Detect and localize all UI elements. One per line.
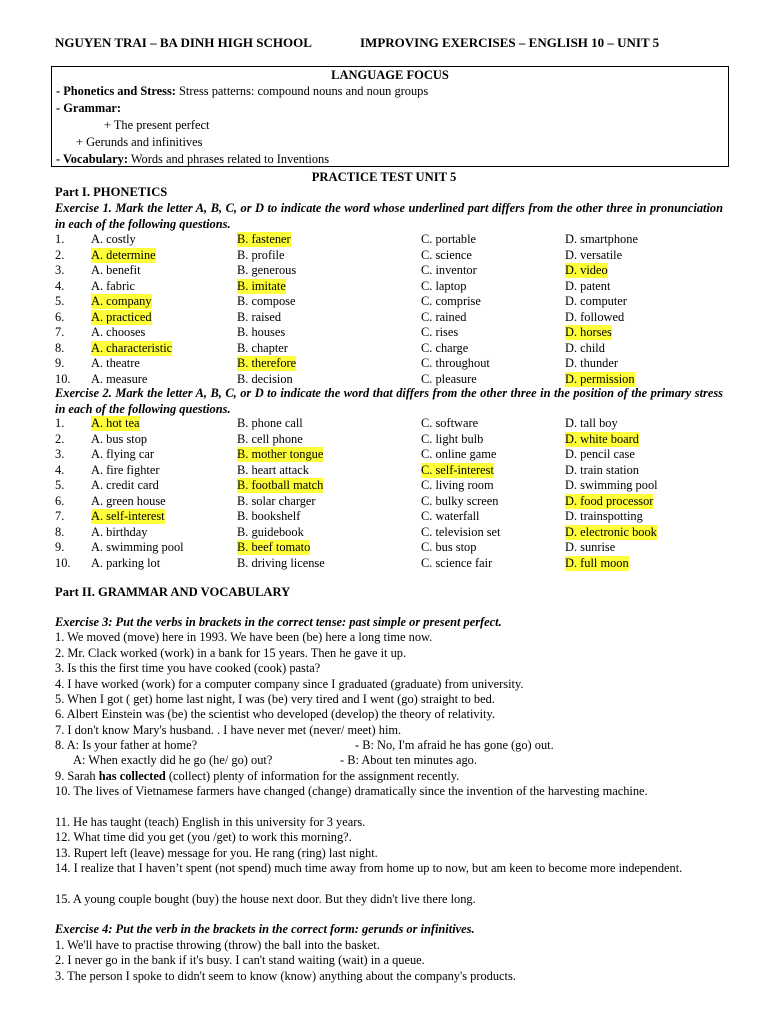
question-number: 1. xyxy=(55,416,65,430)
option-c: C. rained xyxy=(421,309,467,324)
question-number: 3. xyxy=(55,263,65,277)
ex1-question-row xyxy=(55,263,735,278)
option-c: C. charge xyxy=(421,340,469,355)
option-d: D. computer xyxy=(565,294,627,308)
exercise1-instruction: Exercise 1. Mark the letter A, B, C, or D to indicate the word whose underlined part differs from the other three in pronunciation in each of the following questions. xyxy=(55,201,723,231)
ex2-question-row xyxy=(55,447,735,462)
exercise3-instruction: Exercise 3: Put the verbs in brackets in the correct tense: past simple or present perfect. xyxy=(55,615,502,629)
ex1-question-row xyxy=(55,279,735,294)
question-number: 4. xyxy=(55,462,65,477)
ex2-question-row xyxy=(55,509,735,524)
vocabulary-line xyxy=(56,151,724,168)
option-d: D. food processor xyxy=(565,493,654,508)
ex1-question-row xyxy=(55,294,735,309)
document-title: IMPROVING EXERCISES – ENGLISH 10 – UNIT 5 xyxy=(360,35,660,50)
question-number: 10. xyxy=(55,555,71,570)
ex3-line-3: 3. Is this the first time you have cooked (cook) pasta? xyxy=(55,661,321,675)
option-b: B. raised xyxy=(237,309,282,324)
option-b: B. houses xyxy=(237,325,286,339)
grammar-line xyxy=(56,100,724,117)
grammar-label: - Grammar: xyxy=(56,101,122,115)
option-a: A. green house xyxy=(91,493,166,508)
option-a: A. bus stop xyxy=(91,431,148,446)
option-a: A. determine xyxy=(91,247,156,262)
question-number: 9. xyxy=(55,356,65,370)
option-b: B. bookshelf xyxy=(237,509,301,523)
phonetics-text: Stress patterns: compound nouns and noun groups xyxy=(175,84,429,98)
option-c: C. television set xyxy=(421,524,501,539)
ex3-9-end: (collect) plenty of information for the assignment recently. xyxy=(165,769,460,783)
option-a: A. practiced xyxy=(91,309,152,324)
option-a: A. hot tea xyxy=(91,416,140,430)
ex3-9-answer: has collected xyxy=(98,769,166,783)
ex1-question-row xyxy=(55,356,735,371)
option-c: C. portable xyxy=(421,232,477,246)
question-number: 3. xyxy=(55,447,65,461)
option-c: C. inventor xyxy=(421,263,477,277)
ex2-question-row xyxy=(55,556,735,571)
option-a: A. benefit xyxy=(91,263,141,277)
ex2-question-row xyxy=(55,478,735,493)
question-number: 2. xyxy=(55,247,65,262)
option-c: C. online game xyxy=(421,447,497,461)
option-d: D. thunder xyxy=(565,356,618,370)
ex3-8-question-a2: A: When exactly did he go (he/ go) out? xyxy=(73,753,273,767)
ex3-line-5: 5. When I got ( get) home last night, I was (be) very tired and I went (go) straight to bed. xyxy=(55,692,495,706)
question-number: 8. xyxy=(55,524,65,539)
option-a: A. credit card xyxy=(91,478,159,492)
ex3-line-13: 13. Rupert left (leave) message for you. He rang (ring) last night. xyxy=(55,846,378,860)
option-a: A. swimming pool xyxy=(91,540,184,554)
option-c: C. software xyxy=(421,416,479,430)
ex4-line-3: 3. The person I spoke to didn't seem to know (know) anything about the company's products. xyxy=(55,969,516,983)
option-c: C. comprise xyxy=(421,294,481,308)
option-d: D. swimming pool xyxy=(565,478,658,492)
language-focus-title: LANGUAGE FOCUS xyxy=(331,68,449,82)
option-d: D. versatile xyxy=(565,247,623,262)
option-b: B. compose xyxy=(237,294,296,308)
ex3-line-1: 1. We moved (move) here in 1993. We have been (be) here a long time now. xyxy=(55,630,433,644)
option-a: A. fabric xyxy=(91,278,136,293)
option-d: D. video xyxy=(565,263,608,277)
option-b: B. beef tomato xyxy=(237,540,311,554)
option-a: A. self-interest xyxy=(91,509,165,523)
option-c: C. light bulb xyxy=(421,431,484,446)
option-d: D. pencil case xyxy=(565,447,635,461)
option-a: A. chooses xyxy=(91,325,146,339)
option-b: B. profile xyxy=(237,247,285,262)
page-header xyxy=(55,35,745,51)
option-a: A. fire fighter xyxy=(91,462,160,477)
option-b: B. therefore xyxy=(237,356,297,370)
option-d: D. electronic book xyxy=(565,524,657,539)
option-c: C. throughout xyxy=(421,356,490,370)
ex2-question-row xyxy=(55,494,735,509)
option-b: B. imitate xyxy=(237,278,286,293)
vocabulary-label: - Vocabulary: xyxy=(56,152,128,166)
option-c: C. pleasure xyxy=(421,371,477,386)
ex4-line-2: 2. I never go in the bank if it's busy. I can't stand waiting (wait) in a queue. xyxy=(55,953,425,967)
option-c: C. rises xyxy=(421,325,459,339)
ex3-line-8 xyxy=(55,738,723,753)
option-b: B. cell phone xyxy=(237,431,303,446)
question-number: 4. xyxy=(55,278,65,293)
option-b: B. guidebook xyxy=(237,524,304,539)
option-d: D. patent xyxy=(565,278,611,293)
option-d: D. followed xyxy=(565,309,625,324)
question-number: 9. xyxy=(55,540,65,554)
question-number: 6. xyxy=(55,309,65,324)
grammar-item-1: + The present perfect xyxy=(104,118,210,132)
option-b: B. mother tongue xyxy=(237,447,324,461)
question-number: 10. xyxy=(55,371,71,386)
grammar-item-2: + Gerunds and infinitives xyxy=(76,135,203,149)
ex3-line-2: 2. Mr. Clack worked (work) in a bank for 15 years. Then he gave it up. xyxy=(55,646,407,660)
ex4-line-1: 1. We'll have to practise throwing (throw) the ball into the basket. xyxy=(55,938,380,952)
option-c: C. science fair xyxy=(421,555,493,570)
question-number: 7. xyxy=(55,509,65,523)
ex2-question-row xyxy=(55,416,735,431)
part1-title: Part I. PHONETICS xyxy=(55,185,168,199)
option-c: C. bulky screen xyxy=(421,493,499,508)
ex3-line-14: 14. I realize that I haven’t spent (not spend) much time away from home up to now, but am keen to become more independent. xyxy=(55,861,683,875)
option-b: B. chapter xyxy=(237,340,288,355)
question-number: 7. xyxy=(55,325,65,339)
language-focus-box xyxy=(51,66,729,167)
ex2-question-row xyxy=(55,540,735,555)
ex2-question-row xyxy=(55,463,735,478)
ex3-line-8-cont xyxy=(55,753,723,768)
option-c: C. waterfall xyxy=(421,509,480,523)
option-b: B. generous xyxy=(237,263,297,277)
option-b: B. decision xyxy=(237,371,293,386)
phonetics-line xyxy=(56,83,724,100)
ex1-question-row xyxy=(55,232,735,247)
ex2-question-row xyxy=(55,525,735,540)
option-b: B. phone call xyxy=(237,416,303,430)
part2-title: Part II. GRAMMAR AND VOCABULARY xyxy=(55,585,291,599)
option-c: C. self-interest xyxy=(421,462,494,477)
option-d: D. trainspotting xyxy=(565,509,643,523)
option-d: D. full moon xyxy=(565,555,629,570)
option-a: A. flying car xyxy=(91,447,154,461)
practice-test-title: PRACTICE TEST UNIT 5 xyxy=(311,170,457,184)
option-a: A. company xyxy=(91,294,152,308)
ex3-8-question-a: 8. A: Is your father at home? xyxy=(55,738,198,752)
option-a: A. parking lot xyxy=(91,555,161,570)
question-number: 1. xyxy=(55,232,65,246)
ex3-line-9 xyxy=(55,769,723,784)
ex1-question-row xyxy=(55,341,735,356)
exercise2-instruction: Exercise 2. Mark the letter A, B, C, or D to indicate the word that differs from the other three in the position of the primary stress in each of the following questions. xyxy=(55,386,723,416)
option-a: A. costly xyxy=(91,232,136,246)
ex1-question-row xyxy=(55,325,735,340)
ex3-line-12: 12. What time did you get (you /get) to work this morning?. xyxy=(55,830,352,844)
option-d: D. white board xyxy=(565,431,639,446)
exercise4-instruction: Exercise 4: Put the verb in the brackets in the correct form: gerunds or infinitives. xyxy=(55,922,475,936)
phonetics-label: - Phonetics and Stress: xyxy=(56,84,176,98)
ex3-line-10: 10. The lives of Vietnamese farmers have changed (change) dramatically since the invention of the harvesting machine. xyxy=(55,784,648,798)
option-b: B. football match xyxy=(237,478,324,492)
ex1-question-row xyxy=(55,372,735,387)
option-b: B. solar charger xyxy=(237,493,316,508)
question-number: 2. xyxy=(55,431,65,446)
ex1-question-row xyxy=(55,248,735,263)
option-a: A. measure xyxy=(91,371,148,386)
ex3-line-4: 4. I have worked (work) for a computer company since I graduated (graduate) from university. xyxy=(55,677,524,691)
question-number: 6. xyxy=(55,493,65,508)
question-number: 5. xyxy=(55,478,65,492)
option-c: C. science xyxy=(421,247,472,262)
option-a: A. birthday xyxy=(91,524,148,539)
ex3-9-start: 9. Sarah xyxy=(55,769,99,783)
option-c: C. living room xyxy=(421,478,494,492)
option-c: C. laptop xyxy=(421,278,467,293)
question-number: 5. xyxy=(55,294,65,308)
ex3-line-11: 11. He has taught (teach) English in this university for 3 years. xyxy=(55,815,366,829)
option-d: D. sunrise xyxy=(565,540,616,554)
option-b: B. fastener xyxy=(237,232,291,246)
question-number: 8. xyxy=(55,340,65,355)
ex3-8-answer-b: - B: No, I'm afraid he has gone (go) out. xyxy=(355,738,554,752)
option-a: A. theatre xyxy=(91,356,140,370)
ex1-question-row xyxy=(55,310,735,325)
vocabulary-text: Words and phrases related to Inventions xyxy=(127,152,330,166)
option-d: D. train station xyxy=(565,462,639,477)
option-d: D. horses xyxy=(565,325,612,339)
option-b: B. heart attack xyxy=(237,462,309,477)
option-b: B. driving license xyxy=(237,555,325,570)
option-d: D. child xyxy=(565,340,605,355)
option-a: A. characteristic xyxy=(91,340,173,355)
option-d: D. smartphone xyxy=(565,232,638,246)
ex3-line-6: 6. Albert Einstein was (be) the scientist who developed (develop) the theory of relativity. xyxy=(55,707,495,721)
option-d: D. permission xyxy=(565,371,635,386)
ex3-line-15: 15. A young couple bought (buy) the house next door. But they didn't live there long. xyxy=(55,892,476,906)
ex2-question-row xyxy=(55,432,735,447)
ex3-line-7: 7. I don't know Mary's husband. . I have never met (never/ meet) him. xyxy=(55,723,402,737)
option-d: D. tall boy xyxy=(565,416,618,430)
option-c: C. bus stop xyxy=(421,540,477,554)
school-name: NGUYEN TRAI – BA DINH HIGH SCHOOL xyxy=(55,35,312,50)
ex3-8-answer-b2: - B: About ten minutes ago. xyxy=(340,753,477,767)
